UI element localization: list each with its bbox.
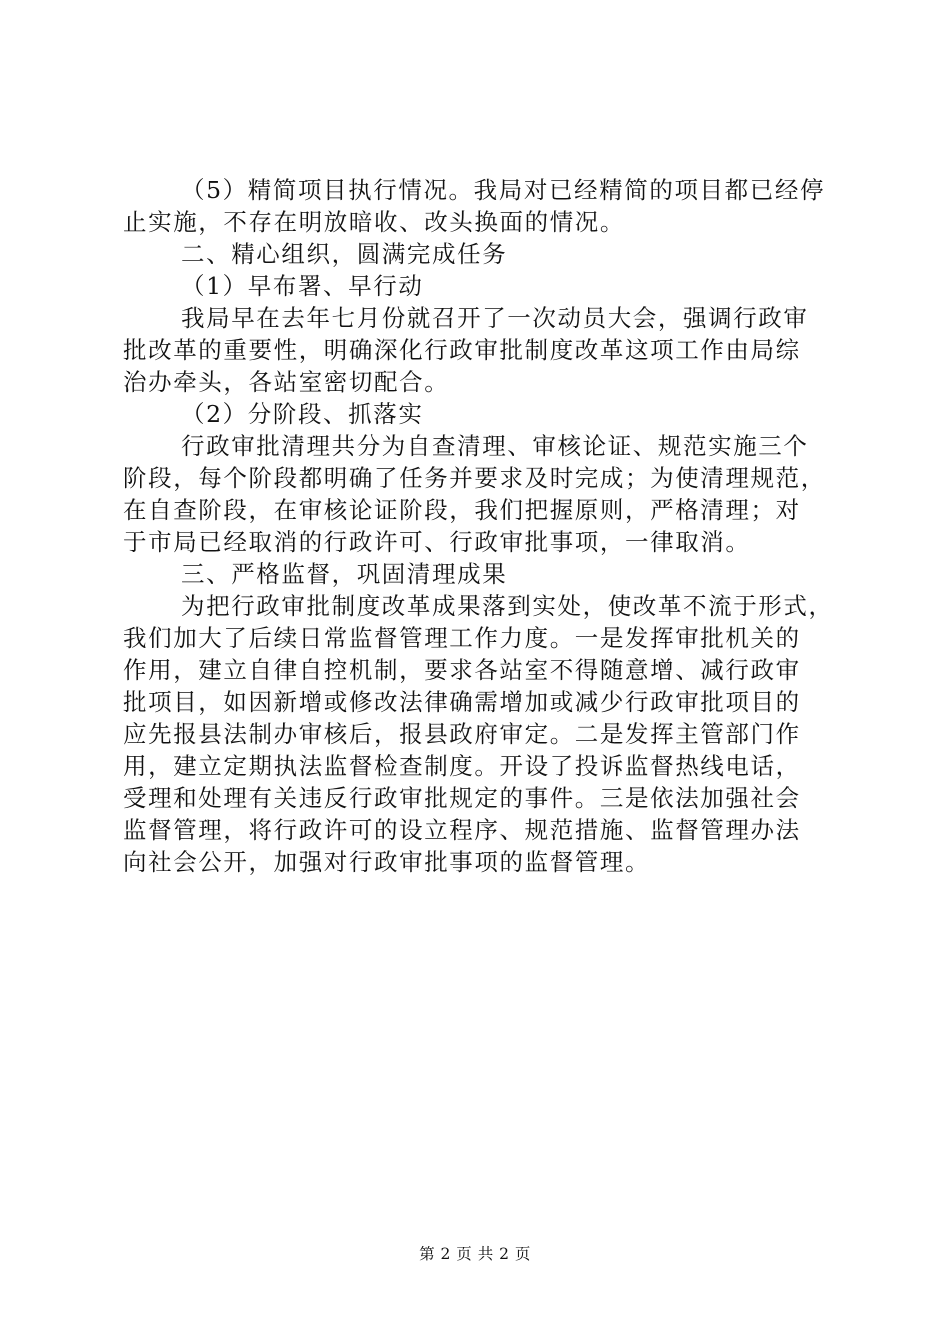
paragraph-line: 应先报县法制办审核后，报县政府审定。二是发挥主管部门作	[123, 720, 801, 748]
paragraph-line: 为把行政审批制度改革成果落到实处，使改革不流于形式，	[181, 592, 834, 620]
paragraph-line: 我们加大了后续日常监督管理工作力度。一是发挥审批机关的	[123, 624, 801, 652]
paragraph-line: 治办牵头，各站室密切配合。	[123, 368, 450, 396]
paragraph-line: 批项目，如因新增或修改法律确需增加或减少行政审批项目的	[123, 688, 801, 716]
subsection-heading: （2）分阶段、抓落实	[181, 400, 424, 428]
paragraph-line: 行政审批清理共分为自查清理、审核论证、规范实施三个	[181, 432, 809, 460]
document-body	[123, 174, 835, 878]
paragraph-line: 向社会公开，加强对行政审批事项的监督管理。	[123, 848, 651, 876]
paragraph-line: 我局早在去年七月份就召开了一次动员大会，强调行政审	[181, 304, 809, 332]
paragraph-line: 用，建立定期执法监督检查制度。开设了投诉监督热线电话，	[123, 752, 801, 780]
paragraph-line: 受理和处理有关违反行政审批规定的事件。三是依法加强社会	[123, 784, 801, 812]
subsection-heading: （1）早布署、早行动	[181, 272, 424, 300]
paragraph-line: 止实施，不存在明放暗收、改头换面的情况。	[123, 208, 625, 236]
paragraph-line: 于市局已经取消的行政许可、行政审批事项，一律取消。	[123, 528, 751, 556]
paragraph-line: 作用，建立自律自控机制，要求各站室不得随意增、减行政审	[123, 656, 801, 684]
paragraph-line: 批改革的重要性，明确深化行政审批制度改革这项工作由局综	[123, 336, 801, 364]
paragraph-line: （5）精简项目执行情况。我局对已经精简的项目都已经停	[181, 176, 826, 204]
paragraph-line: 在自查阶段，在审核论证阶段，我们把握原则，严格清理；对	[123, 496, 801, 524]
section-heading: 二、精心组织，圆满完成任务	[181, 240, 508, 268]
paragraph-line: 监督管理，将行政许可的设立程序、规范措施、监督管理办法	[123, 816, 801, 844]
page-number-footer: 第 2 页 共 2 页	[419, 1245, 531, 1263]
section-heading: 三、严格监督，巩固清理成果	[181, 560, 508, 588]
paragraph-line: 阶段，每个阶段都明确了任务并要求及时完成；为使清理规范，	[123, 464, 826, 492]
